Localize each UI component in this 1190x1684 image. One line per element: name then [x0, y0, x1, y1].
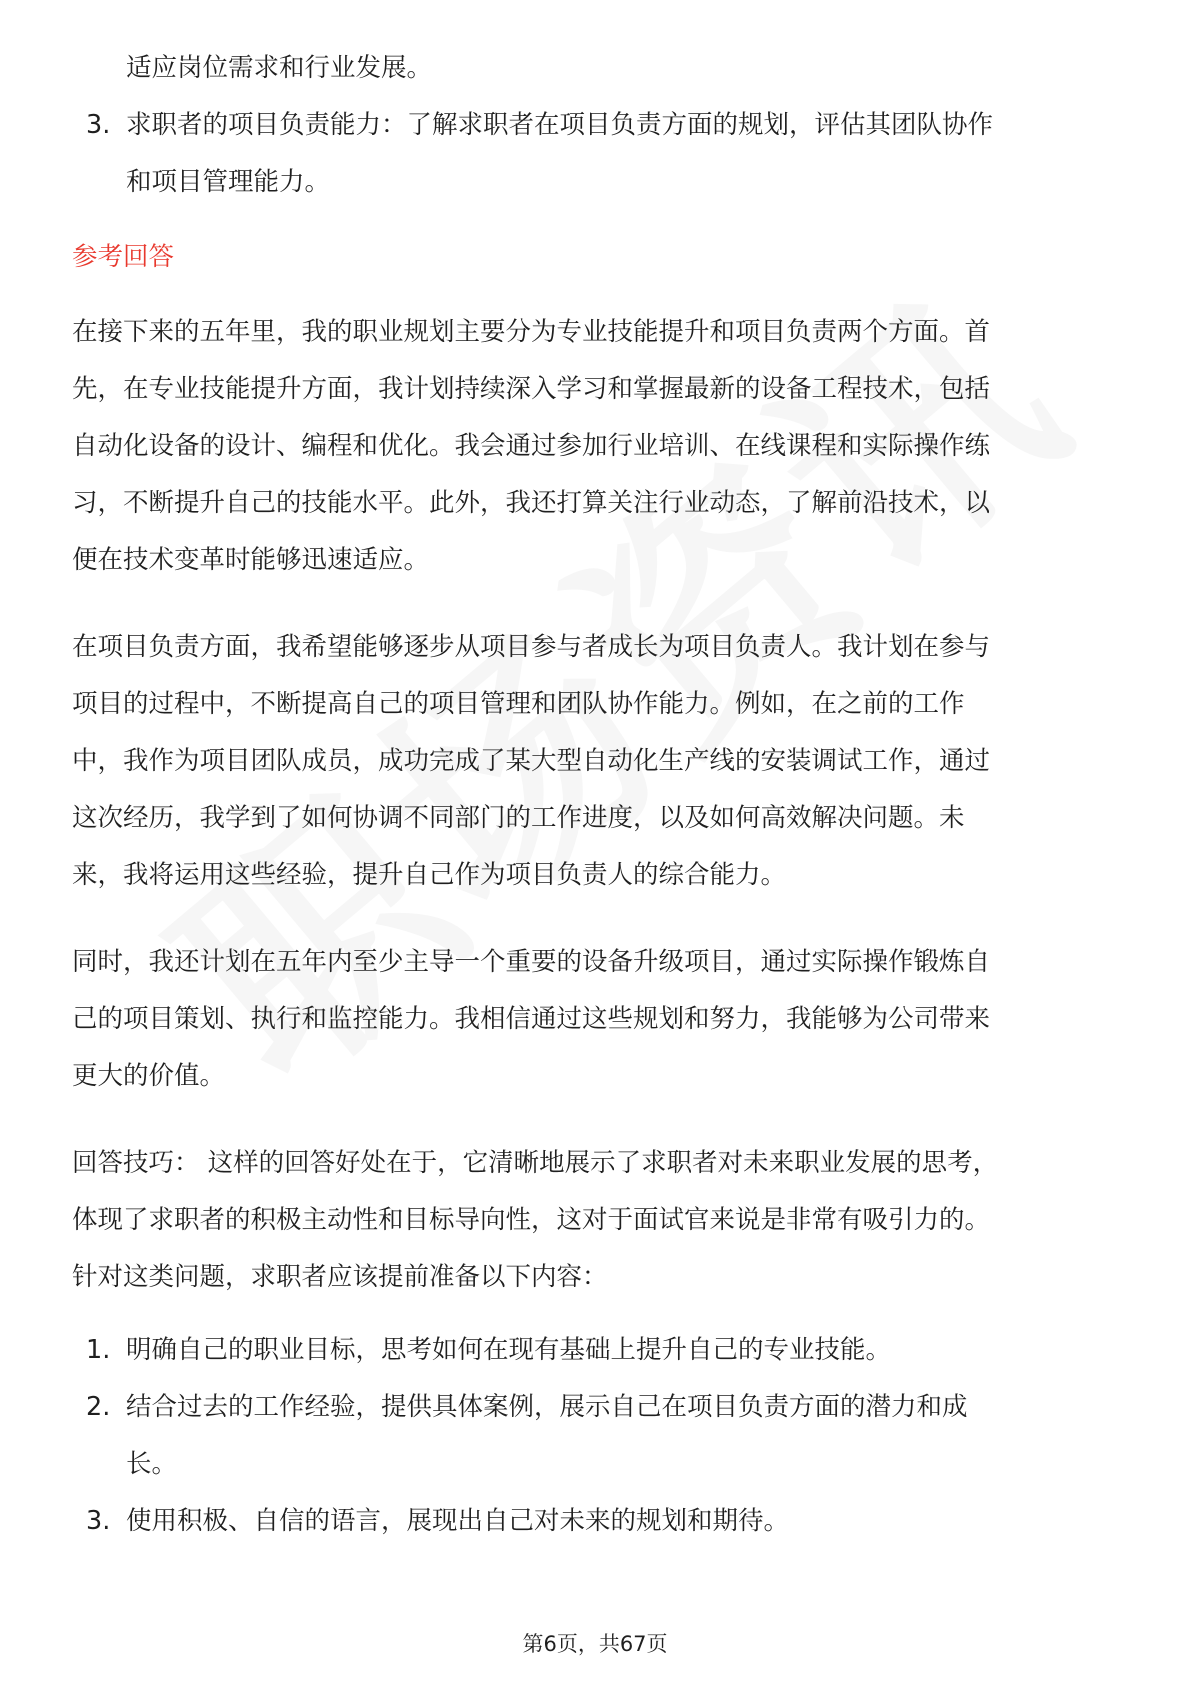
paragraph-line: 便在技术变革时能够迅速适应。 — [72, 545, 430, 575]
paragraph-line: 习，不断提升自己的技能水平。此外，我还打算关注行业动态，了解前沿技术，以 — [72, 488, 991, 518]
tips-list-item-2 — [72, 1379, 1118, 1493]
list-item-line: 和项目管理能力。 — [126, 167, 331, 197]
list-item-3 — [72, 97, 1118, 211]
list-item-line: 求职者的项目负责能力：了解求职者在项目负责方面的规划，评估其团队协作 — [126, 110, 994, 140]
list-number: 3. — [86, 1506, 111, 1536]
paragraph-line: 回答技巧： 这样的回答好处在于，它清晰地展示了求职者对未来职业发展的思考， — [72, 1148, 999, 1178]
paragraph-line: 在接下来的五年里，我的职业规划主要分为专业技能提升和项目负责两个方面。首 — [72, 317, 991, 347]
paragraph-line: 项目的过程中，不断提高自己的项目管理和团队协作能力。例如，在之前的工作 — [72, 689, 965, 719]
paragraph-line: 中，我作为项目团队成员，成功完成了某大型自动化生产线的安装调试工作，通过 — [72, 746, 991, 776]
paragraph-line: 在项目负责方面，我希望能够逐步从项目参与者成长为项目负责人。我计划在参与 — [72, 632, 991, 662]
page-content — [72, 40, 1118, 1550]
list-item-line: 结合过去的工作经验，提供具体案例，展示自己在项目负责方面的潜力和成 — [126, 1392, 968, 1422]
paragraph-line: 体现了求职者的积极主动性和目标导向性，这对于面试官来说是非常有吸引力的。 — [72, 1205, 991, 1235]
list-item-line: 使用积极、自信的语言，展现出自己对未来的规划和期待。 — [126, 1506, 790, 1536]
paragraph-line: 更大的价值。 — [72, 1061, 226, 1091]
list-item-2-continuation: 适应岗位需求和行业发展。 — [126, 53, 433, 83]
paragraph-answer-tips — [72, 1135, 1118, 1306]
paragraph-3 — [72, 934, 1118, 1105]
tips-list-item-1 — [72, 1322, 1118, 1379]
paragraph-line: 己的项目策划、执行和监控能力。我相信通过这些规划和努力，我能够为公司带来 — [72, 1004, 991, 1034]
list-number: 2. — [86, 1392, 111, 1422]
list-item-line: 长。 — [126, 1449, 178, 1479]
paragraph-line: 同时，我还计划在五年内至少主导一个重要的设备升级项目，通过实际操作锻炼自 — [72, 947, 991, 977]
list-item-line: 明确自己的职业目标，思考如何在现有基础上提升自己的专业技能。 — [126, 1335, 892, 1365]
tips-list — [72, 1322, 1118, 1550]
paragraph-line: 针对这类问题，求职者应该提前准备以下内容： — [72, 1262, 608, 1292]
page-footer: 第6页，共67页 — [522, 1632, 668, 1656]
paragraph-2 — [72, 619, 1118, 904]
list-number: 3. — [86, 110, 111, 140]
tips-list-item-3 — [72, 1493, 1118, 1550]
paragraph-1 — [72, 304, 1118, 589]
paragraph-line: 先，在专业技能提升方面，我计划持续深入学习和掌握最新的设备工程技术，包括 — [72, 374, 991, 404]
paragraph-line: 这次经历，我学到了如何协调不同部门的工作进度，以及如何高效解决问题。未 — [72, 803, 965, 833]
section-heading: 参考回答 — [72, 242, 175, 272]
paragraph-line: 自动化设备的设计、编程和优化。我会通过参加行业培训、在线课程和实际操作练 — [72, 431, 991, 461]
paragraph-line: 来，我将运用这些经验，提升自己作为项目负责人的综合能力。 — [72, 860, 787, 890]
list-number: 1. — [86, 1335, 111, 1365]
